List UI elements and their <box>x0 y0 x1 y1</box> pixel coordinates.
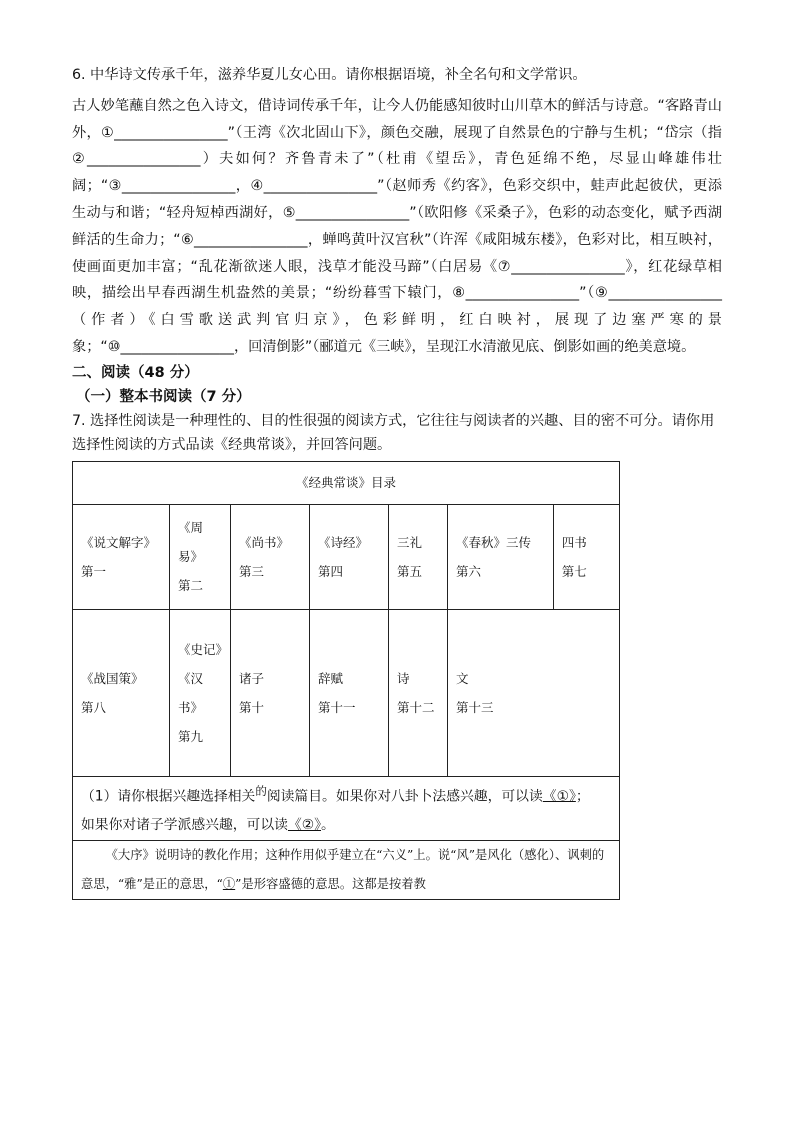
question-text: （1）请你根据兴趣选择相关 <box>81 788 256 805</box>
toc-chapter-name: 《战国策》 <box>81 670 144 686</box>
toc-chapter-name: 《周易》 <box>178 520 204 565</box>
toc-chapter-number: 第一 <box>81 563 107 579</box>
toc-row <box>73 504 620 609</box>
section-subtitle: （一）整本书阅读（7 分） <box>76 388 251 405</box>
toc-cell <box>231 609 310 776</box>
toc-row <box>73 609 620 776</box>
toc-table <box>72 461 620 901</box>
quote-blank[interactable]: ① <box>222 877 236 892</box>
toc-chapter-number: 第十 <box>239 699 265 715</box>
toc-chapter-number: 第十二 <box>397 699 435 715</box>
toc-chapter-number: 第六 <box>456 563 482 579</box>
toc-chapter-number: 第四 <box>318 563 344 579</box>
toc-cell <box>553 504 619 609</box>
toc-chapter-number: 第三 <box>239 563 265 579</box>
toc-chapter-name: 《说文解字》 <box>81 534 157 550</box>
toc-chapter-number: 第二 <box>178 578 204 594</box>
toc-chapter-name: 三礼 <box>397 534 423 550</box>
toc-cell <box>231 504 310 609</box>
toc-chapter-name: 诸子 <box>239 670 265 686</box>
toc-cell <box>310 504 389 609</box>
toc-cell <box>310 609 389 776</box>
toc-cell <box>170 504 231 609</box>
quote-text: 《大序》说明诗的教化作用；这种作用似乎建立在“六义”上。说“风”是风化（感化）、讽刺的意思，“雅”是正的意思，“ <box>81 848 605 892</box>
question-6-body: 古人妙笔蘸自然之色入诗文，借诗词传承千年，让今人仍能感知彼时山川草木的鲜活与诗意。“客路青山外，①________________”（王湾《次北固山下》，颜色交融，展现了自然景色的宁静与生机；“岱宗（指②________________）夫如何？齐鲁青未了”（杜甫《望岳》，青色延绵不绝，尽显山峰雄伟壮阔；“③________________，④________________”（赵师秀《约客》，色彩交织中，蛙声此起彼伏，更添生动与和谐；“轻舟短棹西湖好，⑤________________”（欧阳修《采桑子》，色彩的动态变化，赋予西湖鲜活的生命力；“⑥________________，蝉鸣黄叶汉宫秋”（许浑《咸阳城东楼》，色彩对比，相互映衬，使画面更加丰富；“乱花渐欲迷人眼，浅草才能没马蹄”（白居易《⑦________________》，红花绿草相映，描绘出早春西湖生机盎然的美景；“纷纷暮雪下辕门，⑧________________”（⑨________________（作者）《白雪歌送武判官归京》，色彩鲜明，红白映衬，展现了边塞严寒的景象；“⑩________________，回清倒影”（郦道元《三峡》，呈现江水清澈见底、倒影如画的绝美意境。 <box>72 97 722 355</box>
toc-chapter-name: 《史记》《汉书》 <box>178 641 222 715</box>
toc-chapter-name: 诗 <box>397 670 410 686</box>
toc-cell <box>389 609 448 776</box>
toc-cell <box>73 609 170 776</box>
toc-chapter-number: 第十一 <box>318 699 356 715</box>
question-text: 如果你对诸子学派感兴趣，可以读 <box>81 817 288 834</box>
answer-blank-1[interactable]: 《①》 <box>542 788 576 805</box>
toc-cell <box>73 504 170 609</box>
toc-chapter-name: 《春秋》三传 <box>456 534 532 550</box>
toc-cell <box>448 609 620 776</box>
toc-cell <box>389 504 448 609</box>
question-6-stem: 6. 中华诗文传承千年，滋养华夏儿女心田。请你根据语境，补全名句和文学常识。 <box>72 67 587 83</box>
toc-chapter-name: 《尚书》 <box>239 534 290 550</box>
question-7-stem: 7. 选择性阅读是一种理性的、目的性很强的阅读方式，它往往与阅读者的兴趣、目的密不可分。请你用选择性阅读的方式品读《经典常谈》，并回答问题。 <box>72 412 715 453</box>
toc-title: 《经典常谈》目录 <box>73 461 620 504</box>
toc-chapter-number: 第九 <box>178 728 204 744</box>
toc-chapter-number: 第十三 <box>456 699 494 715</box>
question-text: ； <box>575 788 590 805</box>
toc-cell <box>170 609 231 776</box>
toc-chapter-number: 第八 <box>81 699 107 715</box>
page <box>72 62 722 900</box>
quote-passage <box>73 841 620 900</box>
question-7-1 <box>73 776 620 841</box>
toc-chapter-name: 四书 <box>561 534 587 550</box>
toc-chapter-name: 文 <box>456 670 469 686</box>
toc-cell <box>448 504 554 609</box>
section-title: 二、阅读（48 分） <box>72 364 199 381</box>
quote-text: ”是形容盛德的意思。这都是按着教 <box>235 877 426 892</box>
question-text: 。 <box>321 817 335 834</box>
question-text: 的 <box>255 783 267 798</box>
question-text: 阅读篇目。如果你对八卦卜法感兴趣，可以读 <box>266 788 543 805</box>
answer-blank-2[interactable]: 《②》 <box>287 817 322 834</box>
toc-chapter-number: 第五 <box>397 563 423 579</box>
toc-chapter-name: 《诗经》 <box>318 534 369 550</box>
toc-chapter-number: 第七 <box>561 563 587 579</box>
toc-chapter-name: 辞赋 <box>318 670 344 686</box>
